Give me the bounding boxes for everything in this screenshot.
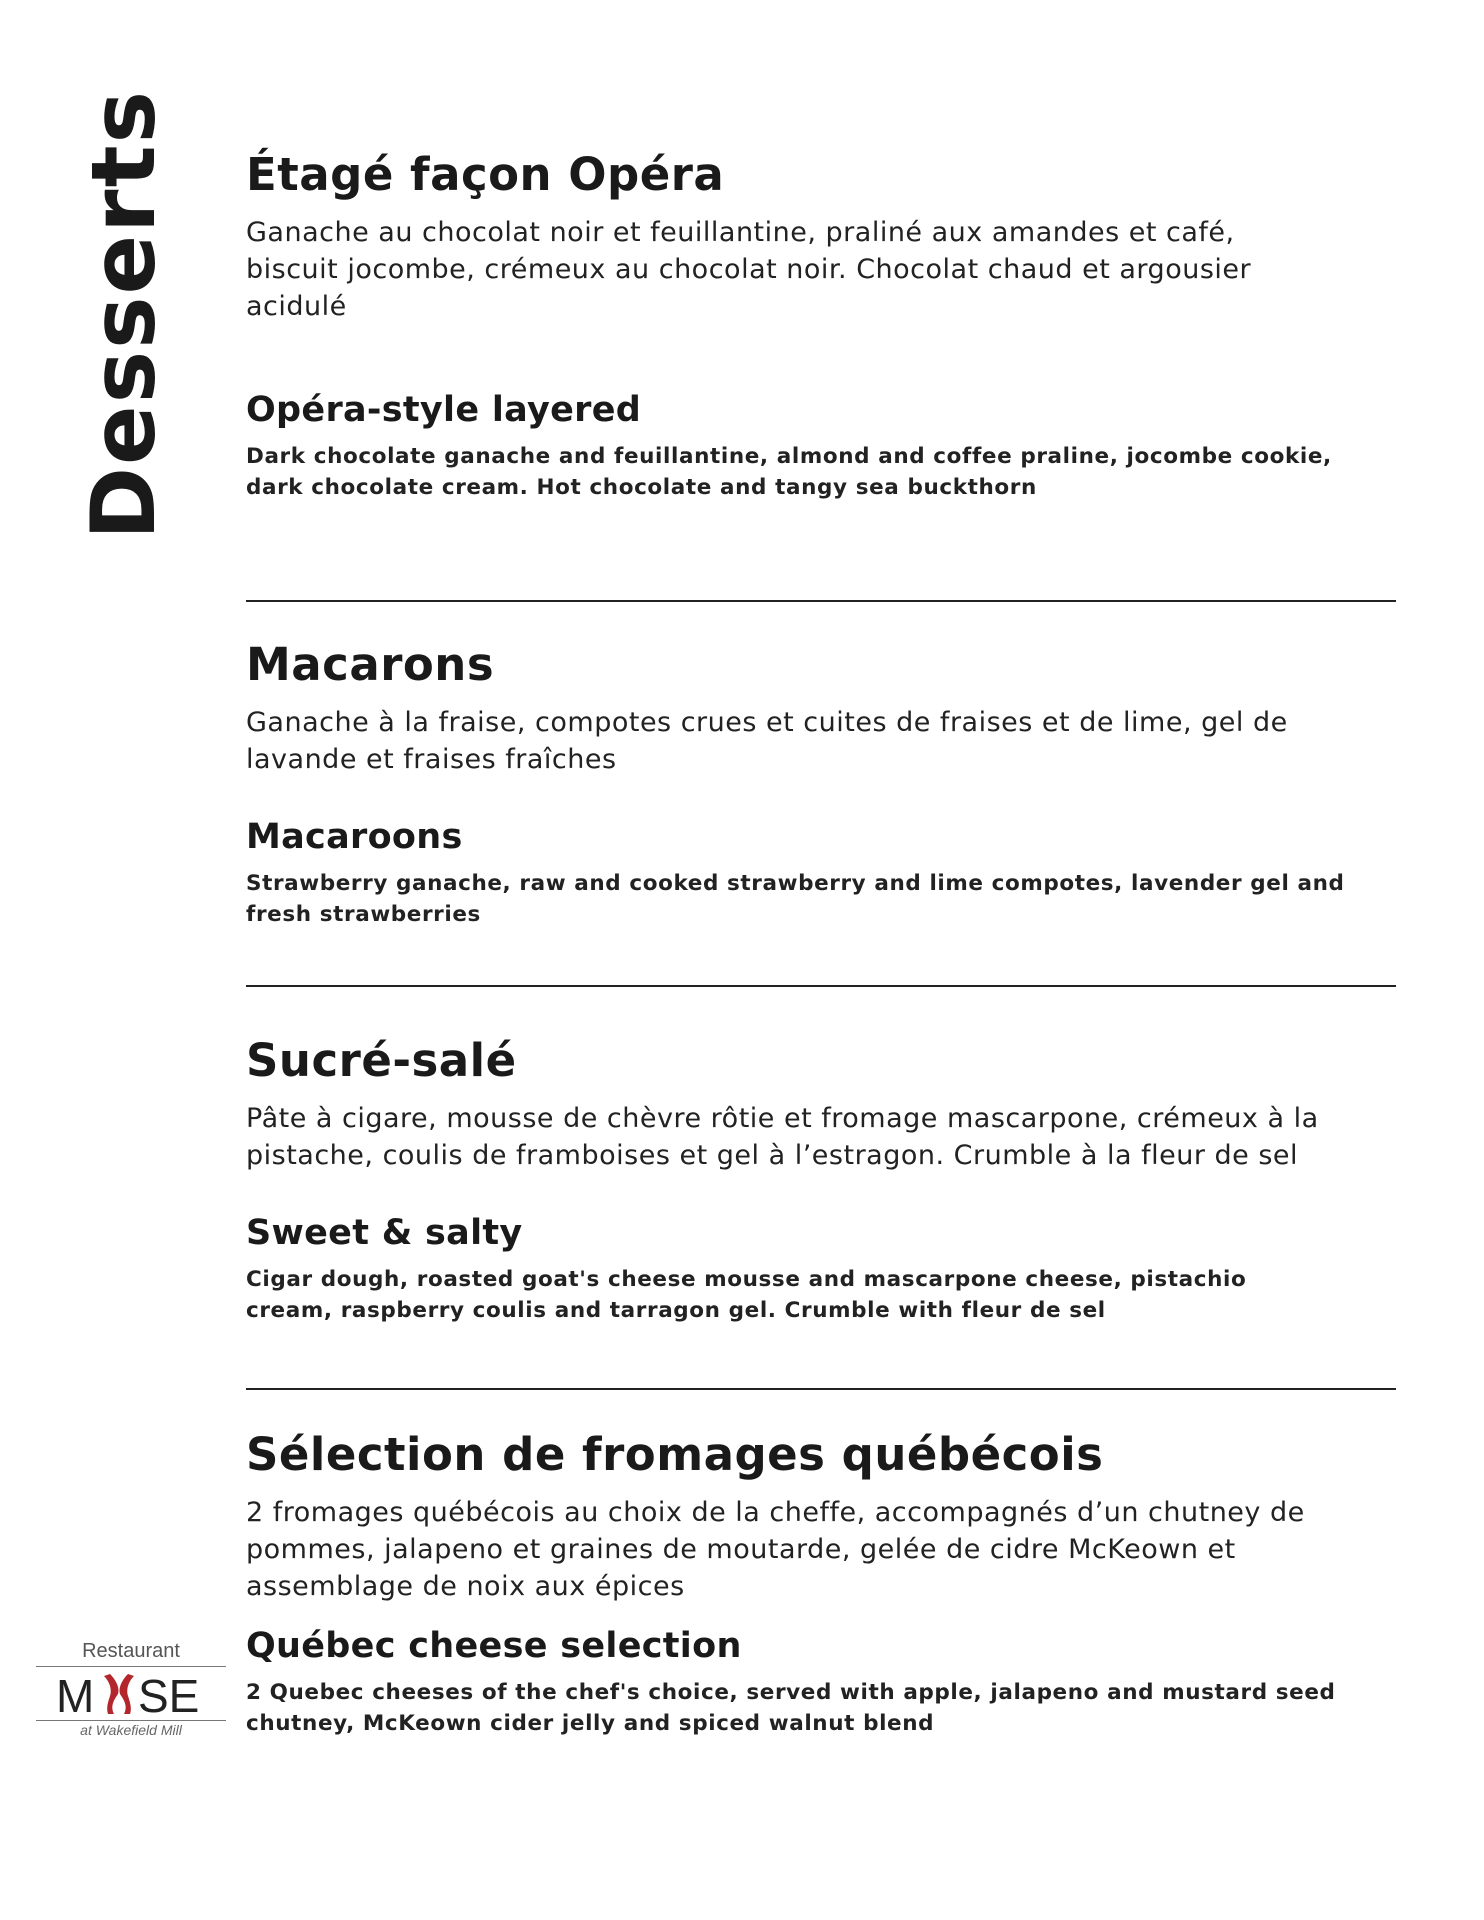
item-description-en: Dark chocolate ganache and feuillantine, almond and coffee praline, jocombe cookie, dark chocolate cream. Hot chocolate and tangy sea buckthorn	[246, 444, 1332, 500]
item-title-fr: Étagé façon Opéra	[246, 148, 725, 201]
logo-letter-m: M	[56, 1670, 95, 1720]
item-title-en: Québec cheese selection	[246, 1625, 742, 1666]
item-title-en: Macaroons	[246, 816, 463, 857]
logo-letters-se: SE	[138, 1670, 200, 1720]
logo-rule	[36, 1720, 226, 1721]
item-title-fr: Sélection de fromages québécois	[246, 1428, 1104, 1481]
logo-face-right-icon	[119, 1674, 134, 1714]
item-description-fr: Pâte à cigare, mousse de chèvre rôtie et fromage mascarpone, crémeux à la pistache, coulis de framboises et gel à l’estragon. Crumble à la fleur de sel	[246, 1102, 1319, 1171]
menu-item-opera	[246, 150, 1396, 503]
menu-item-fromages	[246, 1430, 1396, 1739]
item-description-fr: Ganache au chocolat noir et feuillantine, praliné aux amandes et café, biscuit jocombe, crémeux au chocolat noir. Chocolat chaud et argousier acidulé	[246, 216, 1252, 322]
item-description-fr: Ganache à la fraise, compotes crues et cuites de fraises et de lime, gel de lavande et fraises fraîches	[246, 706, 1288, 775]
item-title-fr: Sucré-salé	[246, 1034, 517, 1087]
page-heading: Desserts	[72, 88, 175, 540]
logo-wordmark	[36, 1668, 226, 1720]
item-description-en: Cigar dough, roasted goat's cheese mousse and mascarpone cheese, pistachio cream, raspberry coulis and tarragon gel. Crumble with fleur de sel	[246, 1267, 1247, 1323]
section-divider	[246, 1388, 1396, 1390]
restaurant-logo	[36, 1640, 226, 1740]
item-description-fr: 2 fromages québécois au choix de la cheffe, accompagnés d’un chutney de pommes, jalapeno et graines de moutarde, gelée de cidre McKeown et assemblage de noix aux épices	[246, 1496, 1305, 1602]
menu-item-macarons	[246, 640, 1396, 930]
item-title-en: Opéra-style layered	[246, 389, 642, 430]
logo-face-left-icon	[104, 1674, 119, 1714]
item-description-en: Strawberry ganache, raw and cooked strawberry and lime compotes, lavender gel and fresh strawberries	[246, 871, 1345, 927]
logo-bottom-text: at Wakefield Mill	[80, 1722, 182, 1738]
item-title-en: Sweet & salty	[246, 1212, 523, 1253]
logo-top-text: Restaurant	[82, 1640, 180, 1662]
item-description-en: 2 Quebec cheeses of the chef's choice, served with apple, jalapeno and mustard seed chutney, McKeown cider jelly and spiced walnut blend	[246, 1680, 1336, 1736]
menu-item-sucre-sale	[246, 1036, 1396, 1326]
page-heading-wrapper	[0, 0, 175, 540]
section-divider	[246, 985, 1396, 987]
section-divider	[246, 600, 1396, 602]
item-title-fr: Macarons	[246, 638, 495, 691]
logo-rule	[36, 1666, 226, 1667]
